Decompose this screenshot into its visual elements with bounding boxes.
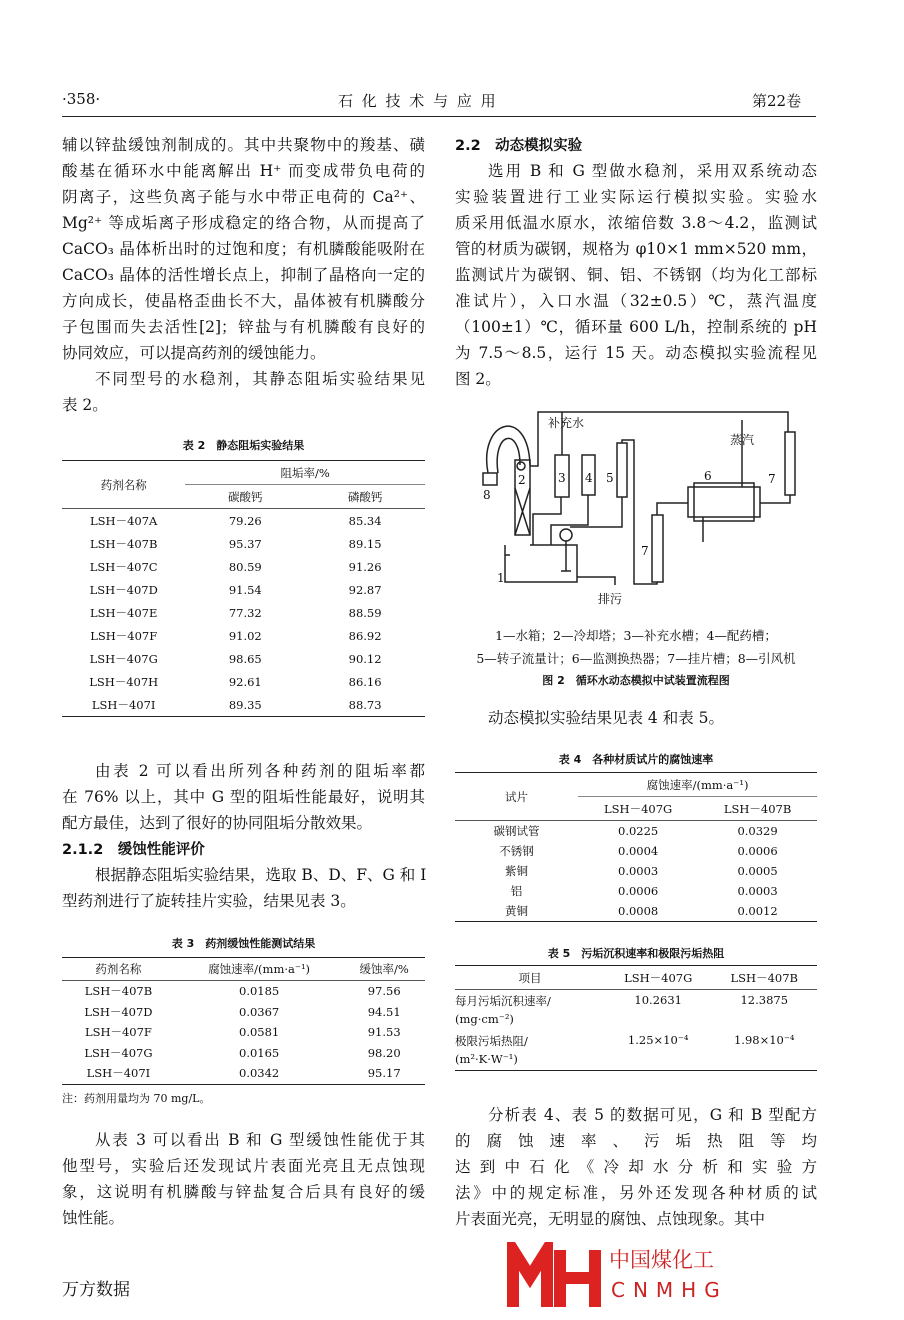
table4-caption: 表 4 各种材质试片的腐蚀速率 [558,753,714,766]
label-6: 6 [704,469,712,483]
table-cell: 0.0329 [737,824,778,838]
table-cell: 0.0581 [239,1025,280,1040]
table-cell [455,990,605,1031]
section-2-2-heading: 2.2 动态模拟实验 [455,138,583,154]
text-line: 配方最佳，达到了很好的协同阻垢分散效果。 [62,814,373,832]
text-line: 子包围而失去活性[2]；锌盐与有机膦酸有良好的 [62,318,425,336]
table-cell: 91.02 [228,628,262,643]
table-row [62,647,425,670]
text-line: 在 76% 以上，其中 G 型的阻垢性能最好，说明其 [62,788,425,806]
label-5: 5 [606,471,614,485]
text-line: 辅以锌盐缓蚀剂制成的。其中共聚物中的羧基、磺 [62,136,425,154]
text-line: 选用 B 和 G 型做水稳剂，采用双系统动态 [488,162,817,180]
table3-note: 注：药剂用量均为 70 mg/L。 [62,1092,211,1105]
table-cell: 药剂名称 [62,958,175,981]
item-line: 极限污垢热阻/ [455,1034,528,1048]
text-line: 法》中的规定标准，另外还发现各种材质的试 [455,1184,817,1202]
table-cell: 腐蚀速率/(mm·a⁻¹) [175,958,344,981]
table-cell: 77.32 [228,605,262,620]
text-line: （100±1）℃，循环量 600 L/h，控制系统的 pH [455,318,817,336]
journal-title: 石 化 技 术 与 应 用 [338,92,498,110]
table-cell: LSH－407F [84,1025,152,1040]
label-makeup-water: 补充水 [548,416,585,430]
table3 [62,957,425,1085]
table-row [62,981,425,1002]
table-cell: 碳酸钙 [185,485,305,509]
table-cell: 95.37 [228,536,262,551]
table-cell: 不锈钢 [499,844,534,858]
text-line: CaCO₃ 晶体析出时的过饱和度；有机膦酸能吸附在 [62,240,425,258]
section-2-1-2-heading: 2.1.2 缓蚀性能评价 [62,842,205,858]
table-cell: LSH－407D [84,1004,153,1019]
table-cell: LSH－407D [89,582,158,597]
table-cell: 0.0165 [239,1045,280,1060]
text-line: 片表面光亮，无明显的腐蚀、点蚀现象。其中 [455,1210,766,1228]
text-line: 图 2。 [455,370,501,388]
table-row [62,1063,425,1084]
text-line: 不同型号的水稳剂，其静态阻垢实验结果见 [95,370,425,388]
item-line: 每月污垢沉积速率/ [455,994,551,1008]
table-cell: 88.73 [305,693,425,717]
table-row [455,861,817,881]
right-p3 [455,1102,817,1232]
table-cell: 阻垢率/% [185,461,425,485]
table-cell: 0.0012 [698,901,817,922]
table-cell: LSH－407B [89,536,158,551]
table-cell: LSH－407G [605,966,712,990]
table-cell: 80.59 [228,559,262,574]
label-7-lower: 7 [641,544,649,558]
table-cell: 85.34 [348,513,382,528]
text-line: 方向成长，使晶格歪曲长不大，晶体被有机膦酸分 [62,292,425,310]
left-p4 [62,862,425,914]
table-row [62,1043,425,1064]
table-cell: 92.87 [348,582,382,597]
table5-caption: 表 5 污垢沉积速率和极限污垢热阻 [547,947,725,960]
text-line: 监测试片为碳钢、铜、铝、不锈钢（均为化工部标 [455,266,817,284]
text-line: 动态模拟实验结果见表 4 和表 5。 [488,709,725,727]
text-line: 表 2。 [62,396,108,414]
table-cell: 1.98×10⁻⁴ [712,1030,817,1071]
table3-caption: 表 3 药剂缓蚀性能测试结果 [171,937,316,950]
table-cell: 0.0003 [618,864,659,878]
table-cell: 磷酸钙 [305,485,425,509]
table-cell: LSH－407G [84,1045,153,1060]
table-cell: LSH－407I [62,693,185,717]
table5 [455,965,817,1071]
table-cell: 0.0225 [618,824,659,838]
text-line: 的腐蚀速率、污垢热阻等均 [455,1132,817,1150]
table2-caption: 表 2 静态阻垢实验结果 [182,439,305,452]
text-line: 象，这说明有机膦酸与锌盐复合后具有良好的缓 [62,1183,425,1201]
text-line: 从表 3 可以看出 B 和 G 型缓蚀性能优于其 [95,1131,425,1149]
table-cell: 98.20 [367,1045,401,1060]
table-cell: 0.0367 [239,1004,280,1019]
watermark-mh-icon [505,1242,605,1312]
figure2-diagram [0,0,904,620]
table-cell: 89.15 [348,536,382,551]
table-cell: 试片 [455,773,578,821]
table-cell: LSH－407B [698,797,817,821]
label-7-upper: 7 [768,472,776,486]
table-cell: 0.0003 [737,884,778,898]
table-cell: 91.26 [348,559,382,574]
text-line: 协同效应，可以提高药剂的缓蚀能力。 [62,344,326,362]
table-cell: 0.0004 [618,844,659,858]
text-line: Mg²⁺ 等成垢离子形成稳定的络合物，从而提高了 [62,214,425,232]
table-cell: 0.0006 [618,884,659,898]
watermark-logo [505,1242,815,1312]
table-cell: 0.0005 [737,864,778,878]
table-cell: 79.26 [228,513,262,528]
label-4: 4 [585,471,593,485]
table-cell: 91.54 [228,582,262,597]
coupon-tank-upper [785,432,795,495]
table-cell: 项目 [455,966,605,990]
table-row [62,670,425,693]
table-cell: 1.25×10⁻⁴ [605,1030,712,1071]
table-cell: 腐蚀速率/(mm·a⁻¹) [578,773,817,797]
table-cell: 94.51 [367,1004,401,1019]
watermark-cn: 中国煤化工 [609,1248,714,1272]
table-row [455,773,817,797]
table-cell: LSH－407E [90,605,158,620]
table-cell: LSH－407F [90,628,158,643]
table-cell: 86.92 [348,628,382,643]
left-p3 [62,758,425,836]
table-cell: 0.0008 [578,901,698,922]
table-cell: LSH－407G [89,651,158,666]
fan-icon [483,473,497,485]
table-cell: 92.61 [228,674,262,689]
text-line: 蚀性能。 [62,1209,125,1227]
figure2-legend-2: 5—转子流量计；6—监测换热器；7—挂片槽；8—引风机 [476,651,796,666]
left-p5 [62,1127,425,1231]
table-row [455,841,817,861]
volume: 第22卷 [752,92,802,110]
text-line: 管的材质为碳钢，规格为 φ10×1 mm×520 mm， [455,240,817,258]
text-line: 准试片），入口水温（32±0.5）℃，蒸汽温度 [455,292,817,310]
text-line: CaCO₃ 晶体的活性增长点上，抑制了晶格向一定的 [62,266,425,284]
table-cell: 10.2631 [634,993,682,1007]
table-cell: 药剂名称 [62,461,185,509]
table-row [455,881,817,901]
table-row [455,901,817,922]
figure2-legend-1: 1—水箱；2—冷却塔；3—补充水槽；4—配药槽； [495,628,777,643]
heat-exchanger [688,487,760,517]
watermark-en: CNMHG [611,1278,728,1302]
table-cell: 12.3875 [740,993,789,1007]
table-cell: LSH－407C [89,559,158,574]
page-number: ·358· [62,90,101,108]
right-p2 [455,705,817,731]
table-cell: 铝 [510,884,523,898]
item-line: (m²·K·W⁻¹) [455,1052,518,1066]
air-duct [487,426,530,473]
table-cell: LSH－407H [89,674,159,689]
table-cell: LSH－407A [90,513,158,528]
label-1: 1 [497,571,505,585]
label-8: 8 [483,488,491,502]
text-line: 由表 2 可以看出所列各种药剂的阻垢率都 [95,762,425,780]
table-cell: LSH－407I [62,1063,175,1084]
text-line: 酸基在循环水中能离解出 H⁺ 而变成带负电荷的 [62,162,425,180]
table-cell: LSH－407B [84,984,153,999]
table-cell: 89.35 [185,693,305,717]
table-row [62,1022,425,1043]
figure2-caption: 图 2 循环水动态模拟中试装置流程图 [542,674,730,687]
item-line: (mg·cm⁻²) [455,1012,514,1026]
text-line: 质采用低温水原水，浓缩倍数 3.8～4.2，监测试 [455,214,817,232]
rotameter [617,443,627,497]
table4 [455,772,817,922]
text-line: 型药剂进行了旋转挂片实验，结果见表 3。 [62,892,356,910]
table-cell: 90.12 [348,651,382,666]
table-cell: 95.17 [343,1063,425,1084]
footer-source: 万方数据 [62,1280,130,1300]
table-cell: LSH－407B [712,966,817,990]
table-cell: 91.53 [367,1025,401,1040]
table-row [455,821,817,842]
text-line: 阴离子，这些负离子能与水中带正电荷的 Ca²⁺、 [62,188,425,206]
table-cell: 紫铜 [505,864,529,878]
text-line: 他型号，实验后还发现试片表面光亮且无点蚀现 [62,1157,425,1175]
table-row [62,958,425,981]
text-line: 分析表 4、表 5 的数据可见，G 和 B 型配方 [488,1106,817,1124]
coupon-tank-lower [652,515,663,582]
label-2: 2 [518,473,526,487]
table-row [455,1030,817,1071]
label-steam: 蒸汽 [730,433,755,447]
table-row [62,624,425,647]
table-row [455,966,817,990]
table-cell: 碳钢试管 [493,824,540,838]
table-cell: 0.0342 [175,1063,344,1084]
table-cell: 0.0185 [239,984,280,999]
table-cell: 98.65 [228,651,262,666]
table-row [62,1002,425,1023]
table-cell: 86.16 [348,674,382,689]
label-drain: 排污 [598,592,623,606]
table-cell: 97.56 [367,984,401,999]
text-line: 达到中石化《冷却水分析和实验方 [455,1158,817,1176]
text-line: 为 7.5～8.5，运行 15 天。动态模拟实验流程见 [455,344,817,362]
table-cell [455,1030,605,1071]
table-cell: 黄铜 [455,901,578,922]
table-row [62,693,425,717]
label-3: 3 [558,471,566,485]
table-cell: 88.59 [348,605,382,620]
table-cell: 缓蚀率/% [343,958,425,981]
text-line: 根据静态阻垢实验结果，选取 B、D、F、G 和 I [95,866,427,884]
table-row [455,990,817,1031]
table-cell: 0.0006 [737,844,778,858]
text-line: 实验装置进行工业实际运行模拟实验。实验水 [455,188,817,206]
table-cell: LSH－407G [578,797,698,821]
